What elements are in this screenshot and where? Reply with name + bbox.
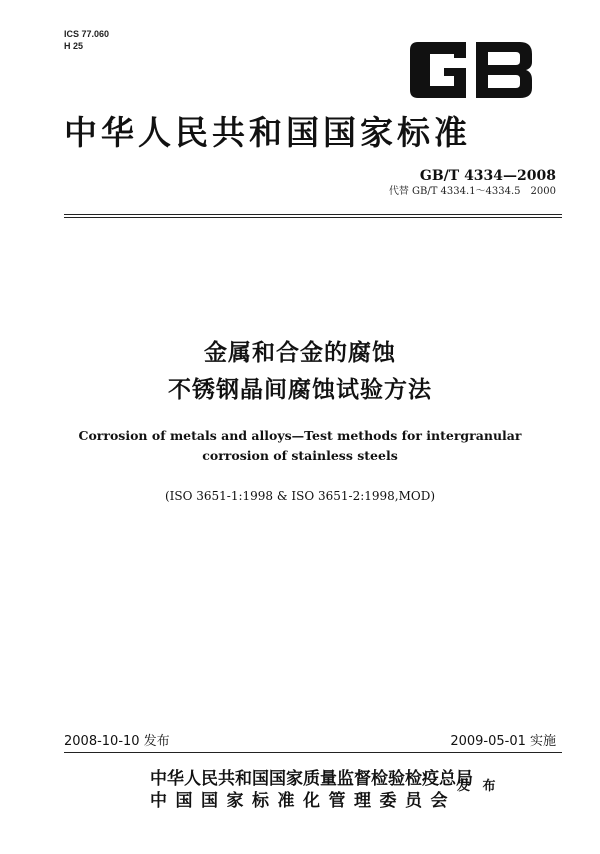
issuer-line1: 中华人民共和国国家质量监督检验检疫总局 xyxy=(150,769,473,789)
title-cn-line1: 金属和合金的腐蚀 xyxy=(204,340,396,366)
issuer-line2: 中国国家标准化管理委员会 xyxy=(150,791,456,811)
iso-reference: (ISO 3651-1:1998 & ISO 3651-2:1998,MOD) xyxy=(164,489,436,503)
gb-logo xyxy=(408,38,536,102)
header-divider-secondary xyxy=(64,217,562,218)
standard-type-title: 中华人民共和国国家标准 xyxy=(64,113,471,152)
ccs-code: H 25 xyxy=(64,41,84,51)
title-cn-line2: 不锈钢晶间腐蚀试验方法 xyxy=(168,377,432,403)
standard-code: GB/T 4334—2008 xyxy=(419,168,556,184)
implementation-date: 2009-05-01 实施 xyxy=(450,734,556,749)
ics-code: ICS 77.060 xyxy=(64,29,110,39)
classification-codes xyxy=(64,28,109,52)
header-divider xyxy=(64,214,562,215)
title-en-line2: corrosion of stainless steels xyxy=(202,448,398,463)
footer-divider xyxy=(64,752,562,753)
publish-label: 发 布 xyxy=(457,779,500,794)
title-en-line1: Corrosion of metals and alloys—Test methods for intergranular xyxy=(78,428,522,443)
issue-date: 2008-10-10 发布 xyxy=(64,734,170,749)
replaces-note: 代替 GB/T 4334.1～4334.5 2000 xyxy=(388,186,556,197)
